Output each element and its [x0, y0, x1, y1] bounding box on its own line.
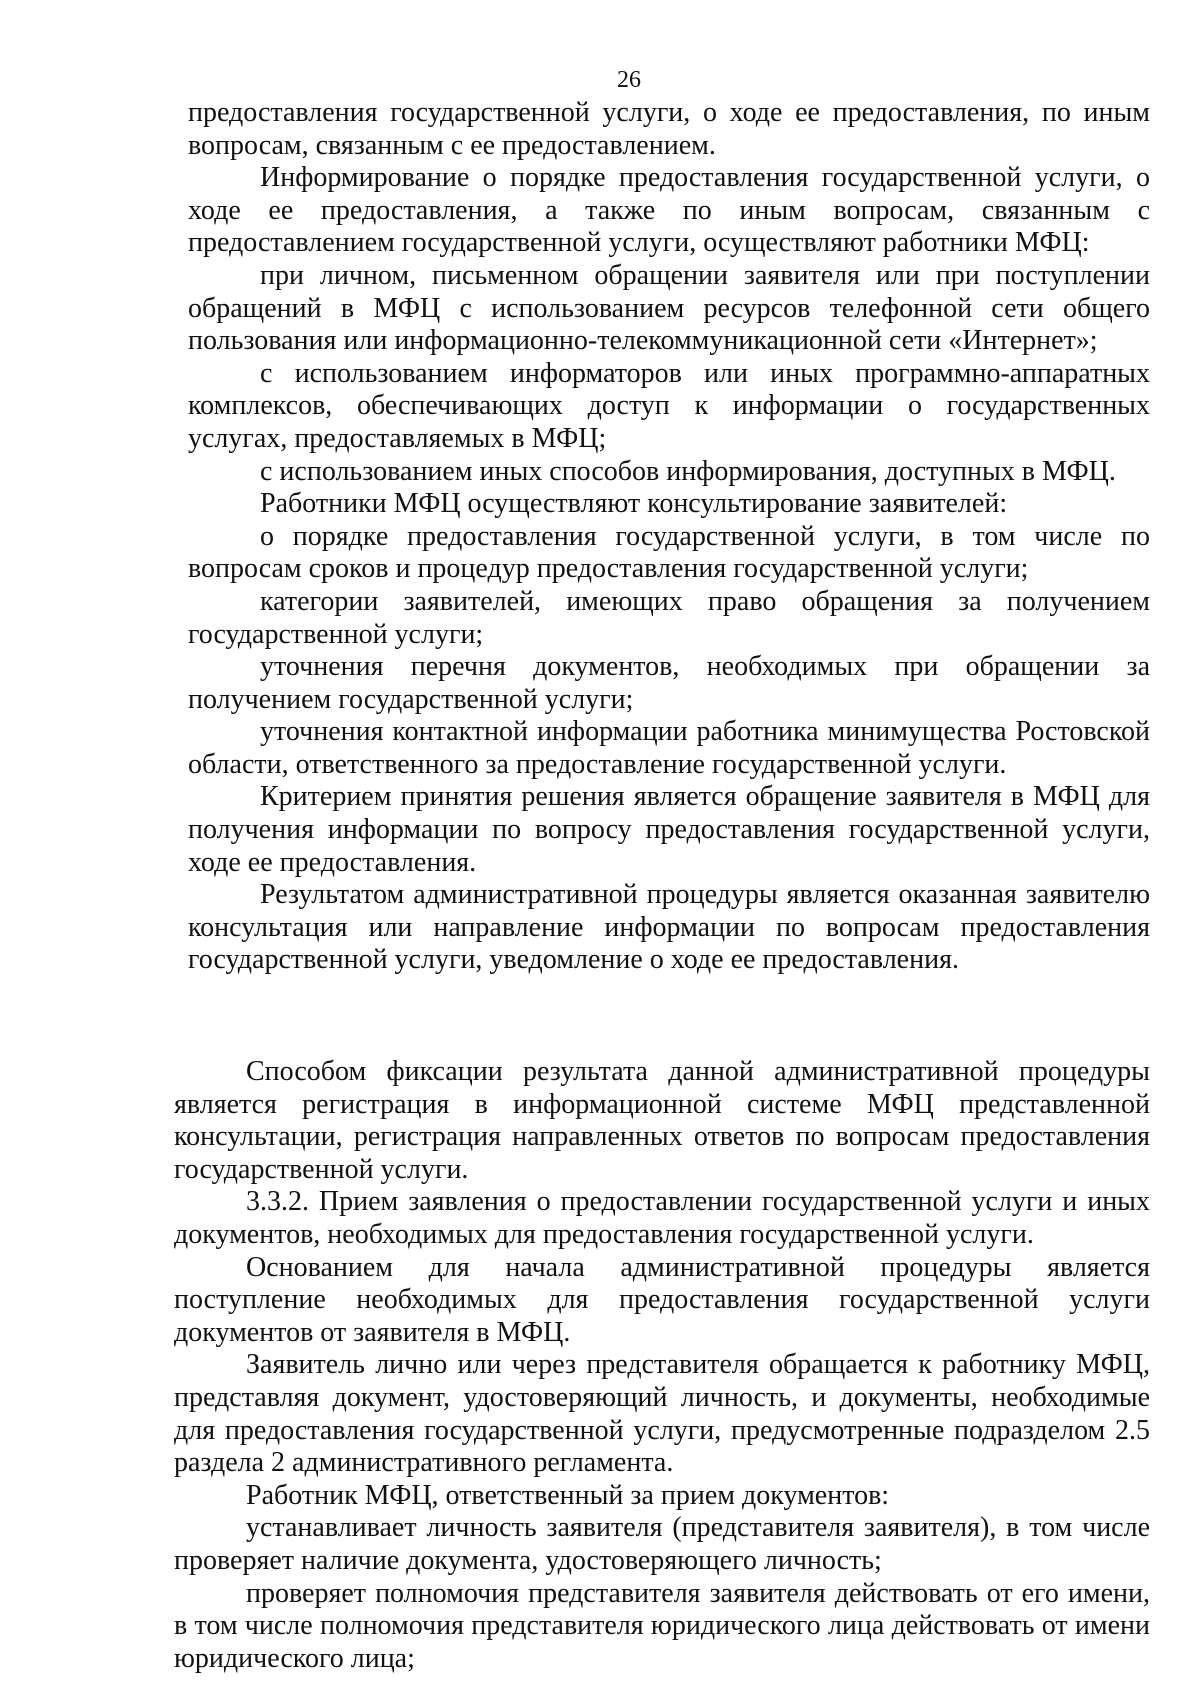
text-block-upper — [188, 97, 1150, 977]
paragraph-contact-info: уточнения контактной информации работника минимущества Ростовской области, ответственного за предоставление государственной услуги. — [188, 716, 1150, 780]
paragraph-other-methods: с использованием иных способов информирования, доступных в МФЦ. — [260, 455, 1116, 487]
paragraph-informing: Информирование о порядке предоставления государственной услуги, о ходе ее предоставления, а также по иным вопросам, связанным с предоставлением государственной услуги, осуществляют работники МФЦ: — [188, 162, 1150, 259]
paragraph-decision-criterion: Критерием принятия решения является обращение заявителя в МФЦ для получения информации по вопросу предоставления государственной услуги, ходе ее предоставления. — [188, 781, 1150, 878]
paragraph-identity-check: устанавливает личность заявителя (представителя заявителя), в том числе проверяет наличие документа, удостоверяющего личность; — [174, 1512, 1150, 1576]
paragraph-applicant-appeal: Заявитель лично или через представителя обращается к работнику МФЦ, представляя документ, удостоверяющий личность, и документы, необходимые для предоставления государственной услуги, предусмотренные подразделом 2.5 раздела 2 административного регламента. — [174, 1349, 1150, 1479]
paragraph-personal-request: при личном, письменном обращении заявителя или при поступлении обращений в МФЦ с использованием ресурсов телефонной сети общего пользования или информационно-телекоммуникационной сети «Интернет»; — [188, 259, 1150, 357]
paragraph-procedure-result: Результатом административной процедуры является оказанная заявителю консультация или направление информации по вопросам предоставления государственной услуги, уведомление о ходе ее предоставления. — [188, 879, 1150, 976]
paragraph-applicant-categories: категории заявителей, имеющих право обращения за получением государственной услуги; — [188, 585, 1150, 650]
page-number: 26 — [617, 67, 641, 93]
paragraph-continuation: предоставления государственной услуги, о ходе ее предоставления, по иным вопросам, связанным с ее предоставлением. — [188, 97, 1150, 161]
paragraph-authority-check: проверяет полномочия представителя заявителя действовать от его имени, в том числе полномочия представителя юридического лица действовать от имени юридического лица; — [174, 1577, 1150, 1674]
paragraph-procedure-order: о порядке предоставления государственной услуги, в том числе по вопросам сроков и процедур предоставления государственной услуги; — [188, 520, 1150, 585]
paragraph-document-list: уточнения перечня документов, необходимых при обращении за получением государственной услуги; — [188, 651, 1150, 715]
text-block-lower — [174, 1056, 1150, 1675]
paragraph-reception-worker: Работник МФЦ, ответственный за прием документов: — [246, 1479, 890, 1511]
paragraph-informers: с использованием информаторов или иных программно-аппаратных комплексов, обеспечивающих доступ к информации о государственных услугах, предоставляемых в МФЦ; — [188, 357, 1150, 454]
paragraph-consulting: Работники МФЦ осуществляют консультирование заявителей: — [260, 488, 1008, 520]
paragraph-fixation-method: Способом фиксации результата данной административной процедуры является регистрация в информационной системе МФЦ представленной консультации, регистрация направленных ответов по вопросам предоставления государственной услуги. — [174, 1056, 1150, 1185]
paragraph-procedure-basis: Основанием для начала административной процедуры является поступление необходимых для предоставления государственной услуги документов от заявителя в МФЦ. — [174, 1251, 1150, 1348]
section-heading-3-3-2: 3.3.2. Прием заявления о предоставлении государственной услуги и иных документов, необходимых для предоставления государственной услуги. — [174, 1186, 1150, 1250]
